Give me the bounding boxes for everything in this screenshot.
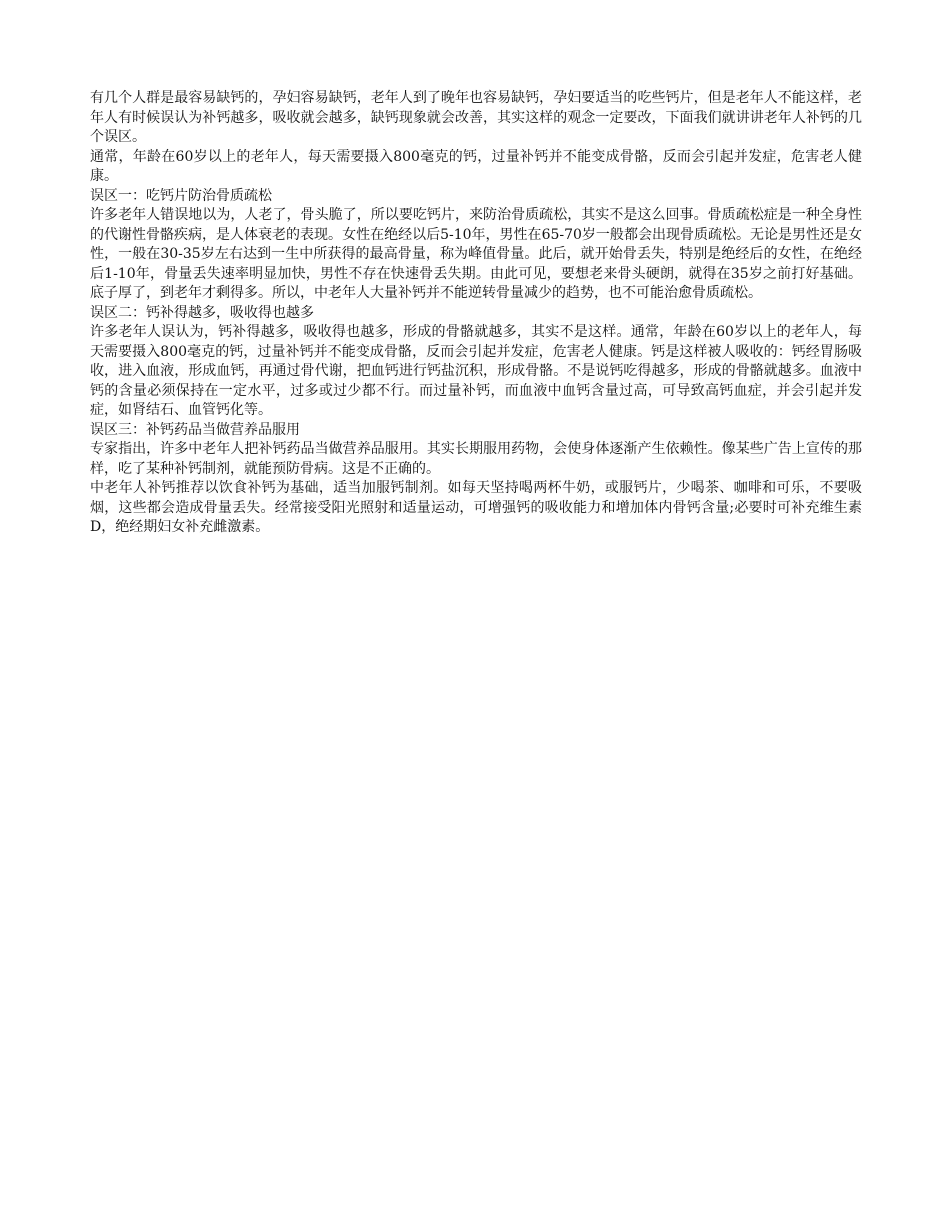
myth-one-heading: 误区一：吃钙片防治骨质疏松 (90, 187, 272, 204)
myth-two-heading: 误区二：钙补得越多，吸收得也越多 (90, 304, 314, 321)
myth-two-paragraph: 许多老年人误认为，钙补得越多，吸收得也越多，形成的骨骼就越多，其实不是这样。通常，年龄在60岁以上的老年人，每天需要摄入800毫克的钙，过量补钙并不能变成骨骼，反而会引起并发症，危害老人健康。钙是这样被人吸收的：钙经胃肠吸收，进入血液，形成血钙，再通过骨代谢，把血钙进行钙盐沉积，形成骨骼。不是说钙吃得越多，形成的骨骼就越多。血液中钙的含量必须保持在一定水平，过多或过少都不行。而过量补钙，而血液中血钙含量过高，可导致高钙血症，并会引起并发症，如肾结石、血管钙化等。 (90, 324, 862, 418)
calcium-requirement-paragraph: 通常，年龄在60岁以上的老年人，每天需要摄入800毫克的钙，过量补钙并不能变成骨骼，反而会引起并发症，危害老人健康。 (90, 148, 862, 184)
myth-three-paragraph: 专家指出，许多中老年人把补钙药品当做营养品服用。其实长期服用药物，会使身体逐渐产生依赖性。像某些广告上宣传的那样，吃了某种补钙制剂，就能预防骨病。这是不正确的。 (90, 441, 862, 477)
myth-one-paragraph: 许多老年人错误地以为，人老了，骨头脆了，所以要吃钙片，来防治骨质疏松，其实不是这么回事。骨质疏松症是一种全身性的代谢性骨骼疾病，是人体衰老的表现。女性在绝经以后5-10年，男性在65-70岁一般都会出现骨质疏松。无论是男性还是女性，一般在30-35岁左右达到一生中所获得的最高骨量，称为峰值骨量。此后，就开始骨丢失，特别是绝经后的女性，在绝经后1-10年，骨量丢失速率明显加快，男性不存在快速骨丢失期。由此可见，要想老来骨头硬朗，就得在35岁之前打好基础。底子厚了，到老年才剩得多。所以，中老年人大量补钙并不能逆转骨量减少的趋势，也不可能治愈骨质疏松。 (90, 207, 862, 301)
myth-three-heading: 误区三：补钙药品当做营养品服用 (90, 421, 300, 438)
document-body (90, 89, 862, 538)
intro-paragraph: 有几个人群是最容易缺钙的，孕妇容易缺钙，老年人到了晚年也容易缺钙，孕妇要适当的吃些钙片，但是老年人不能这样，老年人有时候误认为补钙越多，吸收就会越多，缺钙现象就会改善，其实这样的观念一定要改，下面我们就讲讲老年人补钙的几个误区。 (90, 90, 862, 145)
recommendation-paragraph: 中老年人补钙推荐以饮食补钙为基础，适当加服钙制剂。如每天坚持喝两杯牛奶，或服钙片，少喝茶、咖啡和可乐，不要吸烟，这些都会造成骨量丢失。经常接受阳光照射和适量运动，可增强钙的吸收能力和增加体内骨钙含量;必要时可补充维生素D，绝经期妇女补充雌激素。 (90, 480, 862, 535)
